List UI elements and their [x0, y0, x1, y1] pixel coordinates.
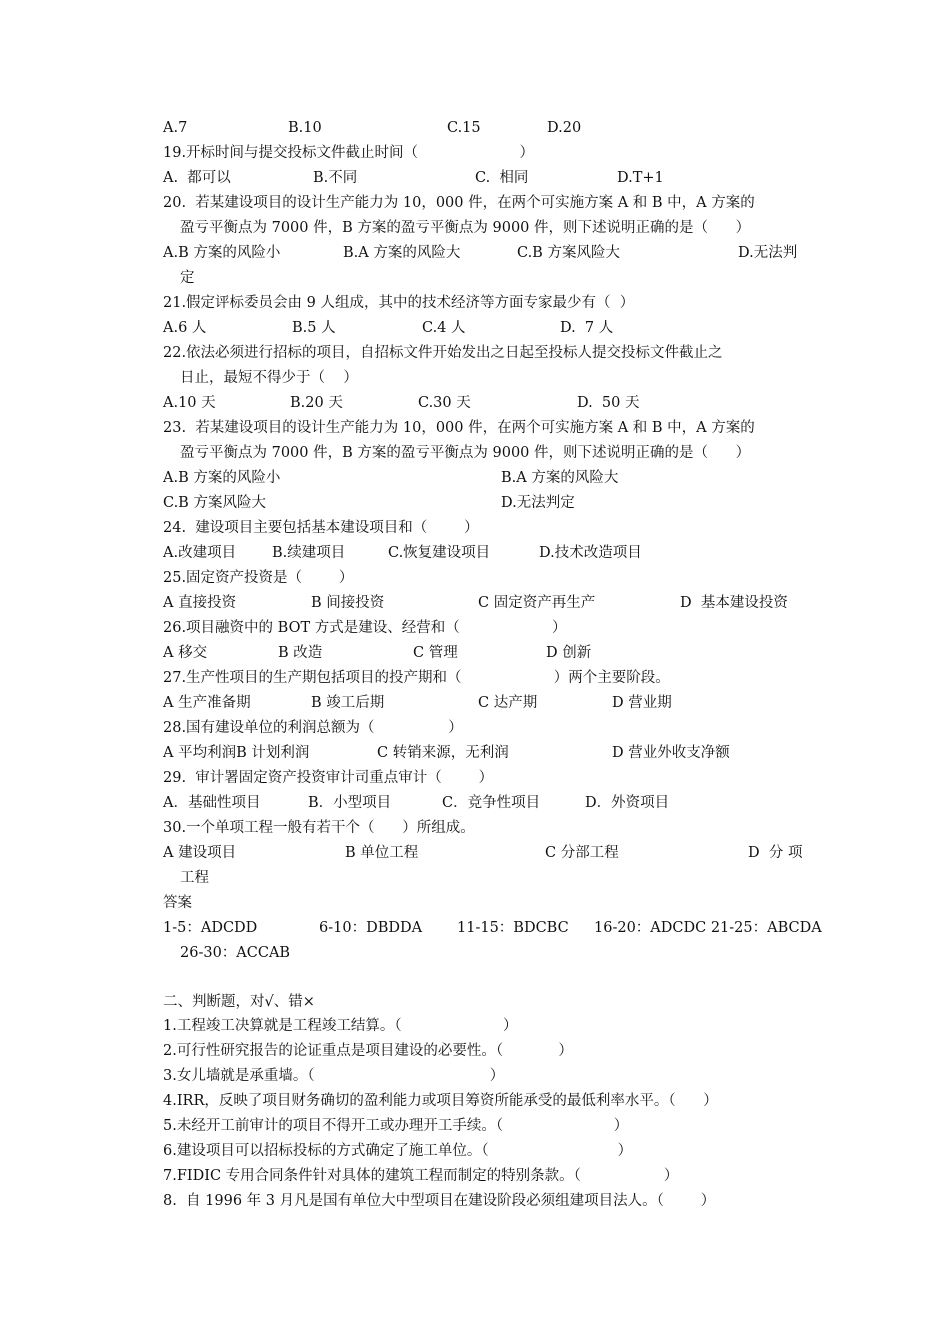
line-text: 23. 若某建设项目的设计生产能力为 10，000 件，在两个可实施方案 A 和 B 中，A 方案的	[163, 420, 755, 436]
text-line	[0, 541, 950, 566]
option-text: C.B 方案风险大	[163, 495, 266, 511]
text-line	[0, 1039, 950, 1064]
text-line	[0, 591, 950, 616]
option-text: A.改建项目	[163, 545, 237, 561]
text-line	[0, 791, 950, 816]
option-text: D.T+1	[617, 170, 664, 186]
text-line	[0, 141, 950, 166]
text-line	[0, 841, 950, 866]
line-text: 盈亏平衡点为 7000 件，B 方案的盈亏平衡点为 9000 件，则下述说明正确的是（ ）	[180, 220, 751, 236]
text-line	[0, 316, 950, 341]
line-text: 日止，最短不得少于（ ）	[180, 370, 358, 386]
option-text: C 达产期	[478, 695, 538, 711]
text-line	[0, 666, 950, 691]
option-text: D.无法判	[738, 245, 798, 261]
option-text: C 管理	[413, 645, 458, 661]
text-line	[0, 916, 950, 941]
line-text: 24. 建设项目主要包括基本建设项目和（ ）	[163, 520, 479, 536]
option-text: D 营业外收支净额	[612, 745, 730, 761]
line-text: 28.国有建设单位的利润总额为（ ）	[163, 720, 463, 736]
option-text: 16-20：ADCDC 21-25：ABCDA	[594, 920, 822, 936]
option-text: C 固定资产再生产	[478, 595, 596, 611]
line-text: 盈亏平衡点为 7000 件，B 方案的盈亏平衡点为 9000 件，则下述说明正确的是（ ）	[180, 445, 751, 461]
option-text: A 建设项目	[163, 845, 237, 861]
option-text: A 生产准备期	[163, 695, 251, 711]
text-line	[0, 891, 950, 916]
line-text: 定	[180, 270, 195, 286]
option-text: C. 相同	[475, 170, 529, 186]
option-text: B 改造	[278, 645, 323, 661]
text-line	[0, 941, 950, 966]
option-text: A.6 人	[163, 320, 207, 336]
text-line	[0, 291, 950, 316]
text-line	[0, 466, 950, 491]
line-text: 6.建设项目可以招标投标的方式确定了施工单位。（ ）	[163, 1143, 633, 1159]
text-line	[0, 1114, 950, 1139]
text-line	[0, 1064, 950, 1089]
option-text: D 创新	[546, 645, 592, 661]
line-text: 20. 若某建设项目的设计生产能力为 10，000 件，在两个可实施方案 A 和 B 中，A 方案的	[163, 195, 755, 211]
text-line	[0, 1014, 950, 1039]
text-line	[0, 990, 950, 1015]
text-line	[0, 1189, 950, 1214]
line-text: 21.假定评标委员会由 9 人组成，其中的技术经济等方面专家最少有（ ）	[163, 295, 635, 311]
option-text: C.4 人	[422, 320, 466, 336]
option-text: B.A 方案的风险大	[501, 470, 619, 486]
text-line	[0, 866, 950, 891]
line-text: 22.依法必须进行招标的项目，自招标文件开始发出之日起至投标人提交投标文件截止之	[163, 345, 723, 361]
option-text: A.10 天	[163, 395, 216, 411]
line-text: 8. 自 1996 年 3 月凡是国有单位大中型项目在建设阶段必须组建项目法人。（ ）	[163, 1193, 716, 1209]
line-text: 二、判断题，对√、错×	[163, 994, 315, 1010]
text-line	[0, 491, 950, 516]
line-text: 27.生产性项目的生产期包括项目的投产期和（ ）两个主要阶段。	[163, 670, 670, 686]
option-text: B 单位工程	[345, 845, 419, 861]
option-text: A．基础性项目	[163, 795, 261, 811]
line-text: 26.项目融资中的 BOT 方式是建设、经营和（ ）	[163, 620, 567, 636]
option-text: B 间接投资	[311, 595, 385, 611]
option-text: C．竞争性项目	[442, 795, 541, 811]
text-line	[0, 1089, 950, 1114]
option-text: C.15	[447, 120, 481, 136]
option-text: B.20 天	[290, 395, 343, 411]
option-text: B．小型项目	[308, 795, 392, 811]
text-line	[0, 1139, 950, 1164]
text-line	[0, 166, 950, 191]
text-line	[0, 716, 950, 741]
text-line	[0, 441, 950, 466]
line-text: 3.女儿墙就是承重墙。（ ）	[163, 1068, 505, 1084]
text-line	[0, 241, 950, 266]
text-line	[0, 816, 950, 841]
option-text: 6-10：DBDDA	[319, 920, 423, 936]
option-text: B.不同	[313, 170, 358, 186]
option-text: C 转销来源，无利润	[377, 745, 509, 761]
text-line	[0, 1164, 950, 1189]
text-line	[0, 391, 950, 416]
text-line	[0, 566, 950, 591]
line-text: 30.一个单项工程一般有若干个（ ）所组成。	[163, 820, 475, 836]
line-text: 7.FIDIC 专用合同条件针对具体的建筑工程而制定的特别条款。（ ）	[163, 1168, 679, 1184]
text-line	[0, 366, 950, 391]
option-text: A 直接投资	[163, 595, 237, 611]
text-line	[0, 116, 950, 141]
text-line	[0, 341, 950, 366]
option-text: C 分部工程	[545, 845, 619, 861]
option-text: A 移交	[163, 645, 208, 661]
line-text: 29. 审计署固定资产投资审计司重点审计（ ）	[163, 770, 494, 786]
text-line	[0, 191, 950, 216]
option-text: B.5 人	[292, 320, 336, 336]
text-line	[0, 216, 950, 241]
text-line	[0, 766, 950, 791]
option-text: B 竣工后期	[311, 695, 385, 711]
option-text: D.技术改造项目	[539, 545, 642, 561]
option-text: A. 都可以	[163, 170, 231, 186]
option-text: D 分 项	[748, 845, 803, 861]
option-text: B.续建项目	[272, 545, 346, 561]
option-text: D.20	[547, 120, 582, 136]
line-text: 5.未经开工前审计的项目不得开工或办理开工手续。（ ）	[163, 1118, 629, 1134]
line-text: 19.开标时间与提交投标文件截止时间（ ）	[163, 145, 534, 161]
option-text: D 基本建设投资	[680, 595, 788, 611]
option-text: 1-5：ADCDD	[163, 920, 258, 936]
line-text: 答案	[163, 895, 192, 911]
option-text: A.B 方案的风险小	[163, 245, 281, 261]
option-text: A.B 方案的风险小	[163, 470, 281, 486]
option-text: B.10	[288, 120, 322, 136]
text-line	[0, 516, 950, 541]
option-text: C.B 方案风险大	[517, 245, 620, 261]
text-line	[0, 266, 950, 291]
option-text: D. 50 天	[577, 395, 640, 411]
line-text: 1.工程竣工决算就是工程竣工结算。（ ）	[163, 1018, 518, 1034]
option-text: D 营业期	[612, 695, 672, 711]
option-text: C.恢复建设项目	[388, 545, 491, 561]
line-text: 2.可行性研究报告的论证重点是项目建设的必要性。（ ）	[163, 1043, 573, 1059]
text-line	[0, 416, 950, 441]
option-text: D. 7 人	[560, 320, 614, 336]
option-text: A 平均利润B 计划利润	[163, 745, 310, 761]
option-text: C.30 天	[418, 395, 471, 411]
line-text: 4.IRR，反映了项目财务确切的盈利能力或项目筹资所能承受的最低利率水平。（ ）	[163, 1093, 718, 1109]
line-text: 工程	[180, 870, 209, 886]
option-text: D.无法判定	[501, 495, 575, 511]
text-line	[0, 741, 950, 766]
option-text: A.7	[163, 120, 188, 136]
text-line	[0, 616, 950, 641]
text-line	[0, 641, 950, 666]
line-text: 26-30：ACCAB	[180, 945, 291, 961]
text-line	[0, 691, 950, 716]
line-text: 25.固定资产投资是（ ）	[163, 570, 354, 586]
option-text: D．外资项目	[585, 795, 670, 811]
option-text: B.A 方案的风险大	[343, 245, 461, 261]
option-text: 11-15：BDCBC	[457, 920, 569, 936]
